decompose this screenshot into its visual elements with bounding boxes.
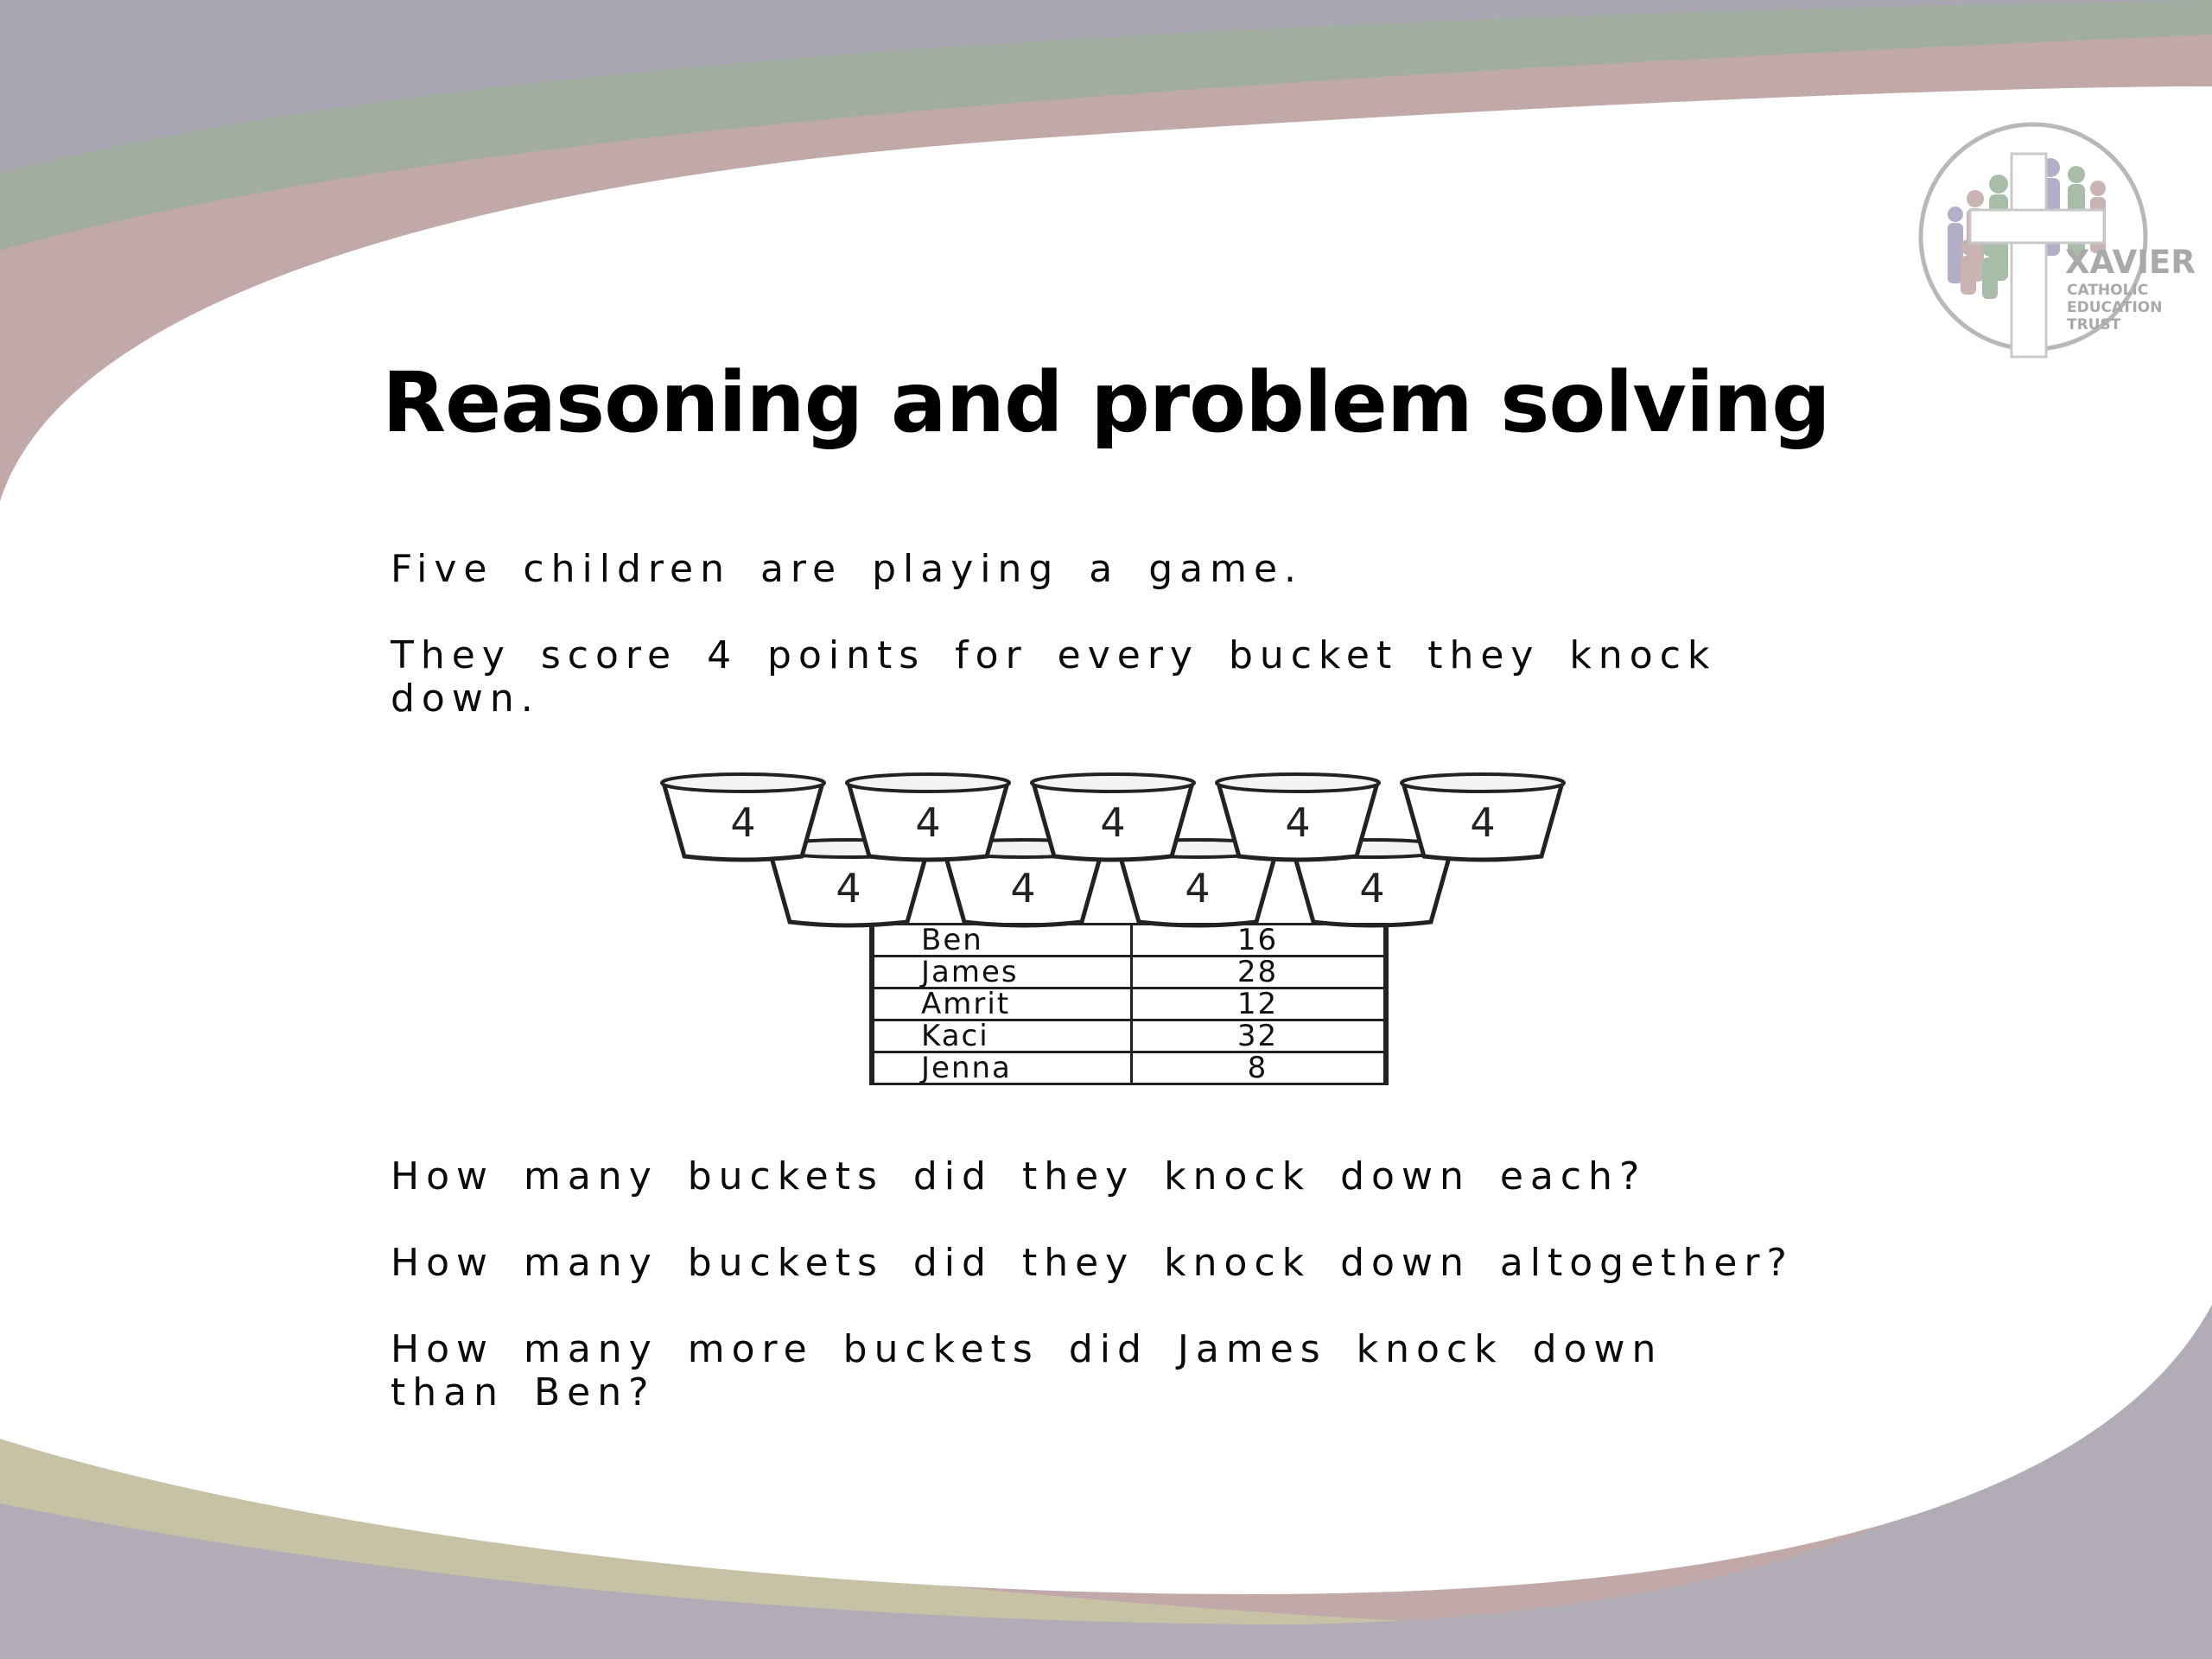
- bucket-label: 4: [1010, 865, 1036, 912]
- points-cell: 32: [1131, 1020, 1386, 1052]
- child-name-cell: Amrit: [872, 988, 1131, 1020]
- bucket-label: 4: [836, 865, 861, 912]
- bucket-label: 4: [1185, 865, 1211, 912]
- child-name-cell: Ben: [872, 925, 1131, 957]
- bucket-diagram: [648, 760, 1581, 933]
- bucket-icon: [662, 774, 824, 860]
- logo-name: XAVIER: [2065, 244, 2196, 281]
- points-cell: 12: [1131, 988, 1386, 1020]
- score-table: [869, 923, 1389, 1085]
- bucket-label: 4: [1100, 799, 1126, 846]
- logo-subtitle-line-3: TRUST: [2067, 316, 2121, 334]
- points-cell: 8: [1131, 1052, 1386, 1084]
- bucket-label: 4: [1470, 799, 1496, 846]
- child-name-cell: Kaci: [872, 1020, 1131, 1052]
- bucket-icon: [1402, 774, 1564, 860]
- points-cell: 16: [1131, 925, 1386, 957]
- table-row: [872, 957, 1386, 988]
- intro-line-2: They score 4 points for every bucket they knock down.: [391, 633, 1717, 721]
- bucket-icon: [847, 774, 1009, 860]
- xavier-logo: [1916, 119, 2210, 361]
- bucket-label: 4: [1285, 799, 1311, 846]
- table-row: [872, 988, 1386, 1020]
- bucket-icon: [1217, 774, 1379, 860]
- bucket-label: 4: [1359, 865, 1385, 912]
- question-2: How many buckets did they knock down altogether?: [391, 1241, 1794, 1285]
- child-name-cell: James: [872, 957, 1131, 988]
- bucket-icon: [1032, 774, 1194, 860]
- points-cell: 28: [1131, 957, 1386, 988]
- bucket-label: 4: [730, 799, 756, 846]
- child-name-cell: Jenna: [872, 1052, 1131, 1084]
- logo-subtitle-line-1: CATHOLIC: [2067, 282, 2149, 299]
- slide-title: Reasoning and problem solving: [382, 354, 1830, 451]
- table-row: [872, 1020, 1386, 1052]
- question-1: How many buckets did they knock down each?: [391, 1154, 1647, 1198]
- bucket-label: 4: [915, 799, 941, 846]
- table-row: [872, 1052, 1386, 1084]
- score-table-body: [872, 925, 1386, 1084]
- logo-subtitle-line-2: EDUCATION: [2067, 299, 2163, 316]
- question-3: How many more buckets did James knock down than Ben?: [391, 1327, 1663, 1414]
- intro-line-1: Five children are playing a game.: [391, 547, 1304, 591]
- table-row: [872, 925, 1386, 957]
